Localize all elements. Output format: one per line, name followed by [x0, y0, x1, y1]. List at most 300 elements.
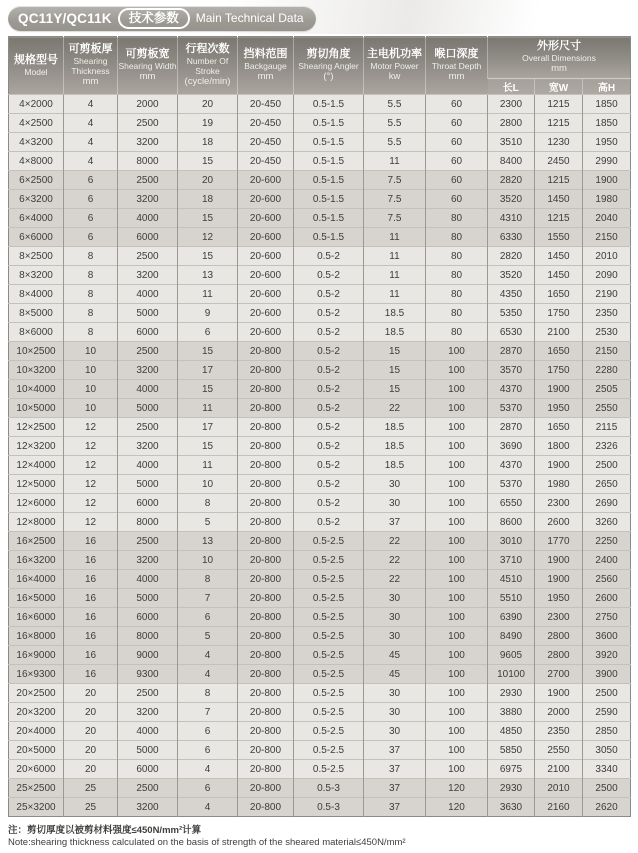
table-cell: 1215 — [535, 114, 583, 133]
table-cell: 6 — [178, 741, 238, 760]
table-cell: 2160 — [535, 798, 583, 817]
table-cell: 18 — [178, 133, 238, 152]
table-cell: 2500 — [118, 247, 178, 266]
table-cell: 8 — [178, 684, 238, 703]
table-cell: 8 — [64, 323, 118, 342]
table-row — [9, 456, 631, 475]
table-cell: 20×2500 — [9, 684, 64, 703]
table-row — [9, 627, 631, 646]
table-cell: 80 — [426, 285, 488, 304]
col-header-throat-depth: 喉口深度 Throat Depth mm — [426, 37, 488, 95]
table-cell: 4 — [64, 152, 118, 171]
table-cell: 80 — [426, 209, 488, 228]
table-cell: 16×2500 — [9, 532, 64, 551]
table-cell: 2500 — [583, 779, 631, 798]
spec-table-header — [9, 37, 631, 95]
table-cell: 2500 — [118, 532, 178, 551]
table-cell: 1900 — [535, 570, 583, 589]
table-cell: 10×3200 — [9, 361, 64, 380]
table-cell: 2690 — [583, 494, 631, 513]
table-cell: 16×9000 — [9, 646, 64, 665]
table-cell: 8×3200 — [9, 266, 64, 285]
table-cell: 20×5000 — [9, 741, 64, 760]
table-cell: 5850 — [488, 741, 535, 760]
table-cell: 20-600 — [238, 285, 294, 304]
table-cell: 2280 — [583, 361, 631, 380]
table-cell: 20-800 — [238, 399, 294, 418]
table-cell: 100 — [426, 741, 488, 760]
table-cell: 15 — [178, 380, 238, 399]
table-cell: 2115 — [583, 418, 631, 437]
table-cell: 16 — [64, 532, 118, 551]
table-cell: 0.5-2 — [294, 361, 364, 380]
table-cell: 20-800 — [238, 342, 294, 361]
table-cell: 20-800 — [238, 551, 294, 570]
table-cell: 6 — [64, 190, 118, 209]
table-cell: 2500 — [118, 779, 178, 798]
table-cell: 16×8000 — [9, 627, 64, 646]
table-cell: 10 — [178, 551, 238, 570]
table-cell: 2500 — [118, 342, 178, 361]
table-row — [9, 513, 631, 532]
table-cell: 6 — [178, 323, 238, 342]
table-cell: 0.5-2 — [294, 475, 364, 494]
table-cell: 4×2000 — [9, 95, 64, 114]
table-cell: 0.5-1.5 — [294, 152, 364, 171]
table-cell: 16 — [64, 608, 118, 627]
table-cell: 10 — [64, 342, 118, 361]
table-cell: 2450 — [535, 152, 583, 171]
table-cell: 3690 — [488, 437, 535, 456]
table-row — [9, 380, 631, 399]
table-cell: 2000 — [118, 95, 178, 114]
table-cell: 2300 — [535, 608, 583, 627]
table-cell: 0.5-2 — [294, 380, 364, 399]
table-cell: 9605 — [488, 646, 535, 665]
table-cell: 3340 — [583, 760, 631, 779]
table-cell: 2820 — [488, 171, 535, 190]
table-cell: 10 — [178, 475, 238, 494]
table-cell: 3520 — [488, 266, 535, 285]
table-row — [9, 323, 631, 342]
table-cell: 1850 — [583, 114, 631, 133]
table-cell: 2820 — [488, 247, 535, 266]
footnote-en: Note:shearing thickness calculated on the basis of strength of the sheared material≤450N/mm² — [8, 837, 406, 848]
table-cell: 5510 — [488, 589, 535, 608]
col-header-shearing-width: 可剪板宽 Shearing Width mm — [118, 37, 178, 95]
table-cell: 11 — [178, 399, 238, 418]
table-cell: 11 — [178, 456, 238, 475]
table-cell: 18.5 — [364, 304, 426, 323]
table-cell: 2800 — [535, 627, 583, 646]
title-cn-badge: 技术参数 — [118, 8, 190, 29]
table-row — [9, 665, 631, 684]
table-cell: 0.5-2 — [294, 418, 364, 437]
table-cell: 8×5000 — [9, 304, 64, 323]
table-cell: 1950 — [535, 589, 583, 608]
table-cell: 8 — [64, 304, 118, 323]
table-cell: 2000 — [535, 703, 583, 722]
table-row — [9, 494, 631, 513]
table-cell: 22 — [364, 532, 426, 551]
table-cell: 3200 — [118, 551, 178, 570]
table-cell: 20-800 — [238, 798, 294, 817]
table-cell: 20-800 — [238, 532, 294, 551]
table-row — [9, 684, 631, 703]
table-cell: 10 — [64, 380, 118, 399]
table-cell: 37 — [364, 741, 426, 760]
table-cell: 8600 — [488, 513, 535, 532]
table-cell: 6 — [178, 608, 238, 627]
table-cell: 3200 — [118, 703, 178, 722]
table-cell: 2870 — [488, 342, 535, 361]
table-cell: 80 — [426, 228, 488, 247]
table-cell: 1980 — [535, 475, 583, 494]
table-cell: 0.5-2.5 — [294, 551, 364, 570]
table-cell: 1750 — [535, 361, 583, 380]
table-cell: 20-600 — [238, 209, 294, 228]
table-cell: 16×5000 — [9, 589, 64, 608]
table-cell: 8000 — [118, 152, 178, 171]
table-cell: 0.5-1.5 — [294, 114, 364, 133]
table-cell: 1770 — [535, 532, 583, 551]
col-header-number-of-stroke: 行程次数 Number Of Stroke (cycle/min) — [178, 37, 238, 95]
table-cell: 10×2500 — [9, 342, 64, 361]
table-cell: 20 — [64, 722, 118, 741]
table-cell: 12 — [64, 475, 118, 494]
table-cell: 20 — [178, 95, 238, 114]
table-cell: 2500 — [118, 114, 178, 133]
table-cell: 2500 — [583, 684, 631, 703]
table-cell: 2750 — [583, 608, 631, 627]
table-cell: 80 — [426, 266, 488, 285]
table-cell: 4370 — [488, 380, 535, 399]
table-cell: 5 — [178, 627, 238, 646]
table-cell: 9 — [178, 304, 238, 323]
table-cell: 20-800 — [238, 760, 294, 779]
table-cell: 6000 — [118, 228, 178, 247]
table-cell: 10100 — [488, 665, 535, 684]
col-header-backgauge: 挡料范围 Backgauge mm — [238, 37, 294, 95]
table-cell: 20-800 — [238, 418, 294, 437]
table-cell: 20-800 — [238, 456, 294, 475]
table-cell: 16 — [64, 627, 118, 646]
table-cell: 0.5-2.5 — [294, 703, 364, 722]
table-cell: 6 — [178, 722, 238, 741]
table-cell: 60 — [426, 171, 488, 190]
table-cell: 20-800 — [238, 684, 294, 703]
table-cell: 2326 — [583, 437, 631, 456]
table-cell: 18.5 — [364, 418, 426, 437]
table-cell: 16×3200 — [9, 551, 64, 570]
table-cell: 100 — [426, 703, 488, 722]
table-cell: 100 — [426, 684, 488, 703]
table-row — [9, 171, 631, 190]
table-cell: 6×4000 — [9, 209, 64, 228]
table-cell: 3570 — [488, 361, 535, 380]
table-cell: 2300 — [535, 494, 583, 513]
table-cell: 1215 — [535, 209, 583, 228]
table-cell: 100 — [426, 342, 488, 361]
table-cell: 4000 — [118, 722, 178, 741]
table-cell: 3200 — [118, 798, 178, 817]
table-cell: 4×2500 — [9, 114, 64, 133]
table-cell: 0.5-2.5 — [294, 627, 364, 646]
table-cell: 16×9300 — [9, 665, 64, 684]
table-cell: 3630 — [488, 798, 535, 817]
table-cell: 2150 — [583, 228, 631, 247]
table-cell: 8 — [178, 494, 238, 513]
table-cell: 0.5-2.5 — [294, 608, 364, 627]
table-cell: 1950 — [583, 133, 631, 152]
table-cell: 6000 — [118, 760, 178, 779]
table-cell: 1215 — [535, 171, 583, 190]
table-cell: 20-800 — [238, 703, 294, 722]
table-cell: 80 — [426, 304, 488, 323]
table-cell: 4000 — [118, 209, 178, 228]
table-cell: 12×4000 — [9, 456, 64, 475]
title-en-label: Main Technical Data — [195, 11, 304, 25]
table-cell: 100 — [426, 513, 488, 532]
table-cell: 1900 — [535, 684, 583, 703]
table-cell: 2100 — [535, 323, 583, 342]
table-row — [9, 190, 631, 209]
table-cell: 8×2500 — [9, 247, 64, 266]
table-cell: 20 — [64, 703, 118, 722]
table-cell: 100 — [426, 532, 488, 551]
table-cell: 12×8000 — [9, 513, 64, 532]
col-subheader-l: 长L — [488, 79, 535, 95]
table-cell: 15 — [178, 152, 238, 171]
table-cell: 2400 — [583, 551, 631, 570]
footnote — [8, 825, 406, 849]
table-cell: 6330 — [488, 228, 535, 247]
table-cell: 1750 — [535, 304, 583, 323]
table-cell: 25 — [64, 779, 118, 798]
table-cell: 20-800 — [238, 570, 294, 589]
table-cell: 13 — [178, 266, 238, 285]
table-cell: 8000 — [118, 627, 178, 646]
table-cell: 4310 — [488, 209, 535, 228]
table-cell: 100 — [426, 570, 488, 589]
table-cell: 20-600 — [238, 266, 294, 285]
table-cell: 3900 — [583, 665, 631, 684]
table-row — [9, 437, 631, 456]
table-cell: 2500 — [118, 171, 178, 190]
table-cell: 30 — [364, 475, 426, 494]
table-cell: 2505 — [583, 380, 631, 399]
table-cell: 15 — [178, 342, 238, 361]
table-cell: 1900 — [535, 551, 583, 570]
table-cell: 11 — [364, 247, 426, 266]
table-cell: 2150 — [583, 342, 631, 361]
table-cell: 6 — [178, 779, 238, 798]
table-cell: 0.5-2.5 — [294, 741, 364, 760]
table-cell: 100 — [426, 589, 488, 608]
table-cell: 30 — [364, 627, 426, 646]
table-cell: 20-450 — [238, 133, 294, 152]
table-cell: 5.5 — [364, 114, 426, 133]
table-cell: 12×5000 — [9, 475, 64, 494]
table-row — [9, 133, 631, 152]
spec-table — [8, 36, 631, 817]
table-row — [9, 589, 631, 608]
col-header-shearing-angler: 剪切角度 Shearing Angler (°) — [294, 37, 364, 95]
table-cell: 20-450 — [238, 95, 294, 114]
table-cell: 4 — [64, 95, 118, 114]
table-cell: 100 — [426, 437, 488, 456]
table-cell: 20-800 — [238, 513, 294, 532]
table-cell: 0.5-2 — [294, 304, 364, 323]
table-cell: 2600 — [535, 513, 583, 532]
table-cell: 20-600 — [238, 190, 294, 209]
table-row — [9, 228, 631, 247]
table-cell: 2930 — [488, 779, 535, 798]
table-cell: 100 — [426, 456, 488, 475]
table-cell: 19 — [178, 114, 238, 133]
table-cell: 16 — [64, 646, 118, 665]
table-cell: 20×4000 — [9, 722, 64, 741]
table-cell: 20-450 — [238, 114, 294, 133]
table-cell: 0.5-3 — [294, 779, 364, 798]
table-cell: 100 — [426, 551, 488, 570]
table-cell: 8 — [64, 266, 118, 285]
table-row — [9, 418, 631, 437]
table-cell: 22 — [364, 399, 426, 418]
table-row — [9, 266, 631, 285]
table-cell: 22 — [364, 551, 426, 570]
table-cell: 20×6000 — [9, 760, 64, 779]
table-cell: 100 — [426, 475, 488, 494]
table-cell: 5000 — [118, 741, 178, 760]
table-cell: 13 — [178, 532, 238, 551]
table-cell: 8 — [64, 247, 118, 266]
table-cell: 4370 — [488, 456, 535, 475]
table-cell: 3050 — [583, 741, 631, 760]
table-cell: 6 — [64, 209, 118, 228]
table-cell: 20-800 — [238, 779, 294, 798]
table-cell: 3200 — [118, 361, 178, 380]
table-cell: 4 — [178, 665, 238, 684]
table-cell: 4×3200 — [9, 133, 64, 152]
table-cell: 25×3200 — [9, 798, 64, 817]
table-cell: 20-450 — [238, 152, 294, 171]
table-cell: 1230 — [535, 133, 583, 152]
table-cell: 37 — [364, 760, 426, 779]
table-cell: 0.5-1.5 — [294, 228, 364, 247]
table-cell: 0.5-2 — [294, 323, 364, 342]
table-cell: 0.5-2 — [294, 247, 364, 266]
table-cell: 1450 — [535, 190, 583, 209]
table-cell: 20-800 — [238, 665, 294, 684]
table-cell: 2990 — [583, 152, 631, 171]
table-cell: 0.5-2.5 — [294, 684, 364, 703]
table-row — [9, 95, 631, 114]
table-cell: 20-600 — [238, 304, 294, 323]
title-model-codes: QC11Y/QC11K — [18, 10, 112, 26]
table-cell: 20-600 — [238, 171, 294, 190]
table-cell: 2800 — [535, 646, 583, 665]
table-cell: 3200 — [118, 437, 178, 456]
table-cell: 8×4000 — [9, 285, 64, 304]
table-row — [9, 152, 631, 171]
table-cell: 100 — [426, 418, 488, 437]
table-cell: 11 — [178, 285, 238, 304]
table-cell: 18.5 — [364, 437, 426, 456]
table-cell: 12 — [64, 456, 118, 475]
table-cell: 8×6000 — [9, 323, 64, 342]
table-row — [9, 570, 631, 589]
table-cell: 60 — [426, 152, 488, 171]
table-cell: 100 — [426, 380, 488, 399]
table-cell: 17 — [178, 361, 238, 380]
table-cell: 80 — [426, 323, 488, 342]
table-cell: 1650 — [535, 285, 583, 304]
table-cell: 1980 — [583, 190, 631, 209]
table-cell: 12 — [64, 437, 118, 456]
table-cell: 7 — [178, 589, 238, 608]
table-cell: 7 — [178, 703, 238, 722]
table-cell: 5370 — [488, 399, 535, 418]
table-cell: 9300 — [118, 665, 178, 684]
table-cell: 25×2500 — [9, 779, 64, 798]
table-cell: 16 — [64, 589, 118, 608]
table-cell: 8 — [64, 285, 118, 304]
table-cell: 11 — [364, 266, 426, 285]
col-header-motor-power: 主电机功率 Motor Power kw — [364, 37, 426, 95]
table-row — [9, 798, 631, 817]
table-cell: 8400 — [488, 152, 535, 171]
table-row — [9, 551, 631, 570]
table-cell: 0.5-2 — [294, 266, 364, 285]
table-row — [9, 646, 631, 665]
table-cell: 0.5-1.5 — [294, 190, 364, 209]
table-cell: 2040 — [583, 209, 631, 228]
table-cell: 2100 — [535, 760, 583, 779]
table-cell: 0.5-2.5 — [294, 760, 364, 779]
table-cell: 0.5-1.5 — [294, 133, 364, 152]
table-cell: 0.5-2 — [294, 399, 364, 418]
table-cell: 4000 — [118, 570, 178, 589]
table-cell: 15 — [364, 342, 426, 361]
table-cell: 5000 — [118, 399, 178, 418]
table-cell: 3010 — [488, 532, 535, 551]
table-cell: 6×6000 — [9, 228, 64, 247]
table-row — [9, 760, 631, 779]
table-cell: 4850 — [488, 722, 535, 741]
table-row — [9, 114, 631, 133]
table-cell: 6×2500 — [9, 171, 64, 190]
table-cell: 37 — [364, 798, 426, 817]
table-cell: 3200 — [118, 266, 178, 285]
table-cell: 2600 — [583, 589, 631, 608]
table-cell: 60 — [426, 190, 488, 209]
table-cell: 2530 — [583, 323, 631, 342]
table-cell: 5350 — [488, 304, 535, 323]
table-cell: 2550 — [535, 741, 583, 760]
table-cell: 2930 — [488, 684, 535, 703]
table-cell: 6390 — [488, 608, 535, 627]
table-cell: 7.5 — [364, 190, 426, 209]
table-cell: 2500 — [118, 418, 178, 437]
table-cell: 30 — [364, 494, 426, 513]
table-cell: 10 — [64, 399, 118, 418]
table-cell: 6975 — [488, 760, 535, 779]
table-cell: 2190 — [583, 285, 631, 304]
title-badge — [8, 6, 316, 31]
table-cell: 12×2500 — [9, 418, 64, 437]
table-cell: 0.5-2.5 — [294, 665, 364, 684]
